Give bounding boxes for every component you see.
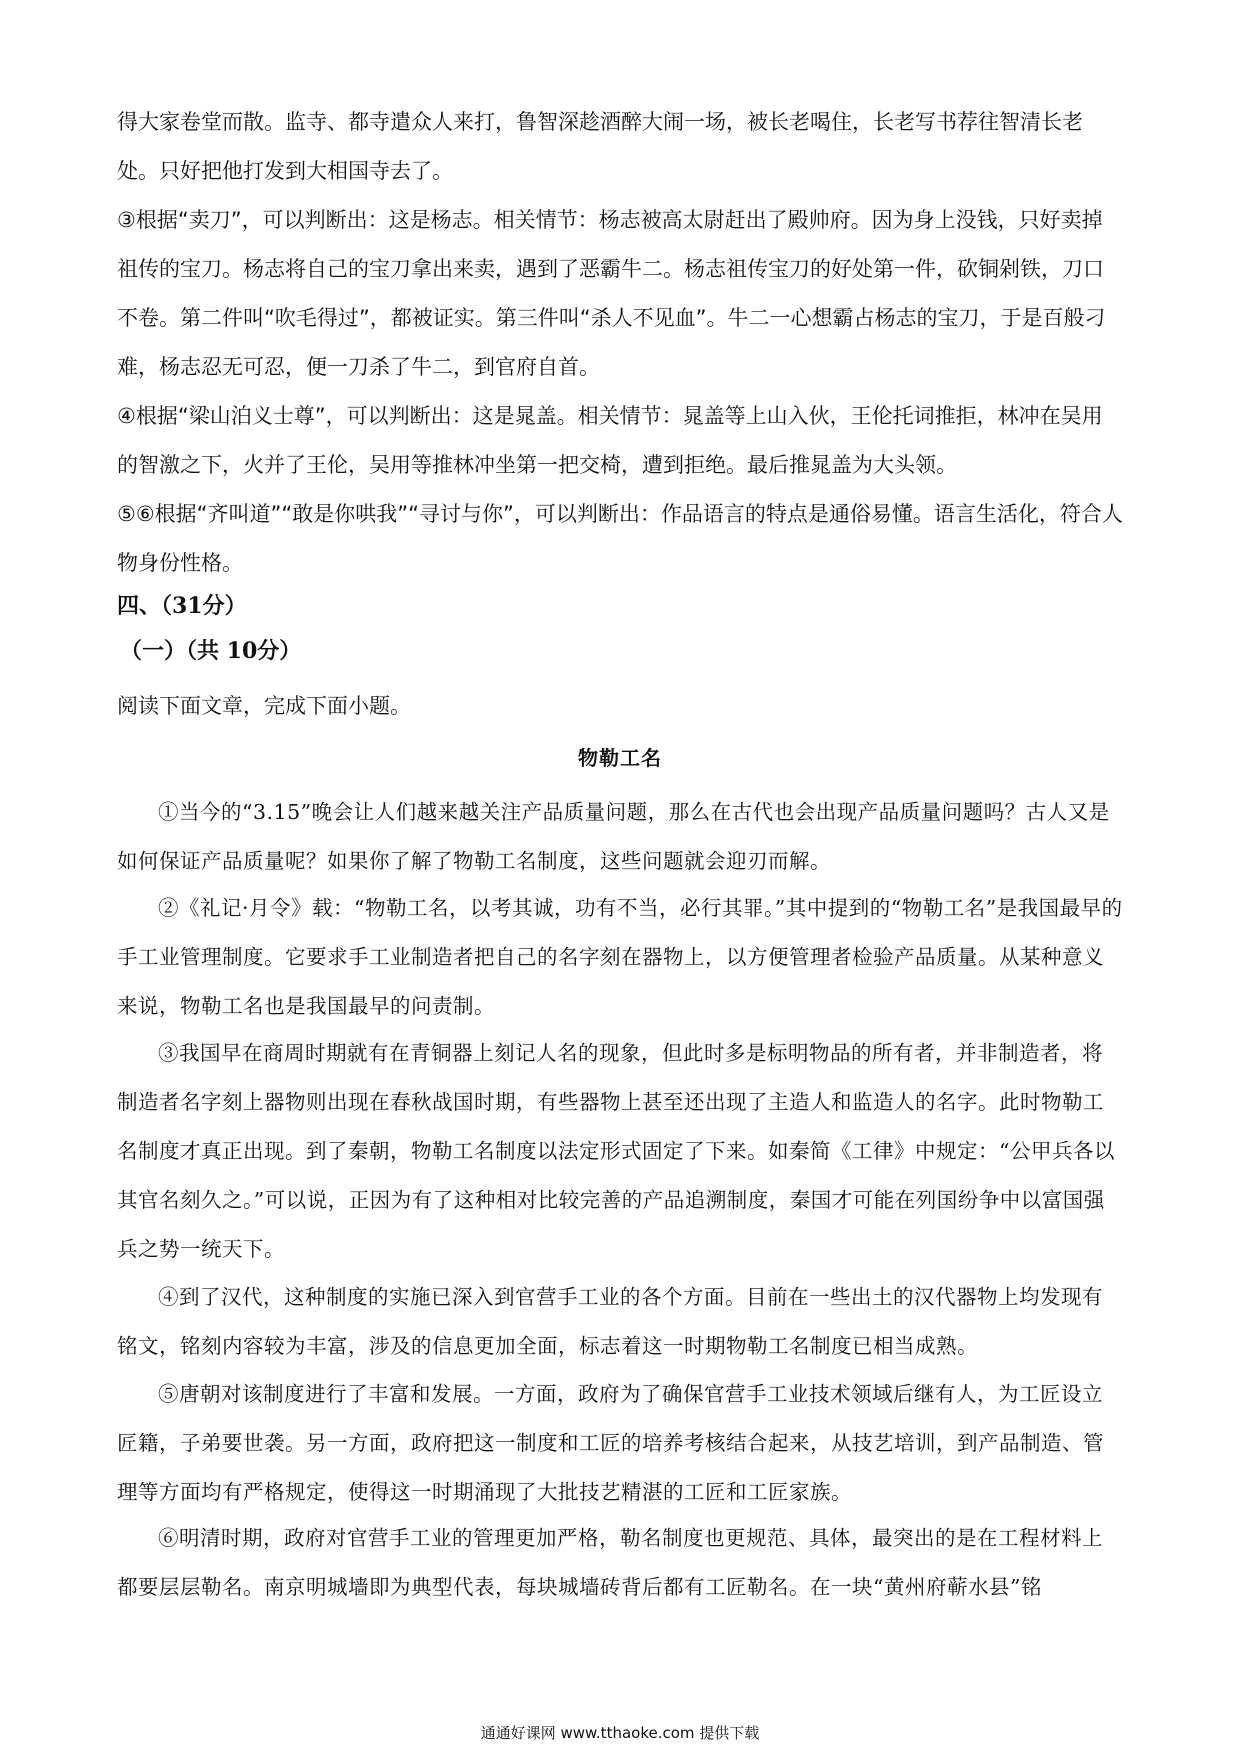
article-paragraph-2: ②《礼记·月令》载：“物勒工名，以考其诚，功有不当，必行其罪。”其中提到的“物勒工名”是我国最早的手工业管理制度。它要求手工业制造者把自己的名字刻在器物上，以方便管理者检验产品质量。从某种意义来说，物勒工名也是我国最早的问责制。 <box>117 896 1123 1018</box>
answer-paragraph-lu-zhishen: 得大家卷堂而散。监寺、都寺遣众人来打，鲁智深趁酒醉大闹一场，被长老喝住，长老写书荐往智清长老处。只好把他打发到大相国寺去了。 <box>117 110 1083 183</box>
article-title: 物勒工名 <box>578 746 662 770</box>
article-paragraph-4: ④到了汉代，这种制度的实施已深入到官营手工业的各个方面。目前在一些出土的汉代器物上均发现有铭文，铭刻内容较为丰富，涉及的信息更加全面，标志着这一时期物勒工名制度已相当成熟。 <box>117 1285 1103 1358</box>
article-paragraph-5: ⑤唐朝对该制度进行了丰富和发展。一方面，政府为了确保官营手工业技术领域后继有人，为工匠设立匠籍，子弟要世袭。另一方面，政府把这一制度和工匠的培养考核结合起来，从技艺培训，到产品制造、管理等方面均有严格规定，使得这一时期涌现了大批技艺精湛的工匠和工匠家族。 <box>117 1382 1104 1504</box>
article-paragraph-1: ①当今的“3.15”晚会让人们越来越关注产品质量问题，那么在古代也会出现产品质量问题吗？古人又是如何保证产品质量呢？如果你了解了物勒工名制度，这些问题就会迎刃而解。 <box>117 800 1110 873</box>
sub-section-heading: （一）（共 10分） <box>120 638 302 664</box>
answer-paragraph-yang-zhi: ③根据“卖刀”，可以判断出：这是杨志。相关情节：杨志被高太尉赶出了殿帅府。因为身上没钱，只好卖掉祖传的宝刀。杨志将自己的宝刀拿出来卖，遇到了恶霸牛二。杨志祖传宝刀的好处第一件，砍铜剁铁，刀口不卷。第二件叫“吹毛得过”，都被证实。第三件叫“杀人不见血”。牛二一心想霸占杨志的宝刀，于是百般刁难，杨志忍无可忍，便一刀杀了牛二，到官府自首。 <box>117 208 1106 379</box>
answer-paragraph-chao-gai: ④根据“梁山泊义士尊”，可以判断出：这是晁盖。相关情节：晁盖等上山入伙，王伦托词推拒，林冲在吴用的智激之下，火并了王伦，吴用等推林冲坐第一把交椅，遭到拒绝。最后推晁盖为大头领。 <box>117 404 1103 477</box>
article-paragraph-3: ③我国早在商周时期就有在青铜器上刻记人名的现象，但此时多是标明物品的所有者，并非制造者，将制造者名字刻上器物则出现在春秋战国时期，有些器物上甚至还出现了主造人和监造人的名字。此时物勒工名制度才真正出现。到了秦朝，物勒工名制度以法定形式固定了下来。如秦简《工律》中规定：“公甲兵各以其官名刻久之。”可以说，正因为有了这种相对比较完善的产品追溯制度，秦国才可能在列国纷争中以富国强兵之势一统天下。 <box>117 1041 1115 1261</box>
reading-instruction: 阅读下面文章，完成下面小题。 <box>117 694 411 718</box>
article-paragraph-6: ⑥明清时期，政府对官营手工业的管理更加严格，勒名制度也更规范、具体，最突出的是在工程材料上都要层层勒名。南京明城墙即为典型代表，每块城墙砖背后都有工匠勒名。在一块“黄州府蕲水县”铭 <box>117 1526 1103 1599</box>
answer-paragraph-language-style: ⑤⑥根据“齐叫道”“敢是你哄我”“寻讨与你”，可以判断出：作品语言的特点是通俗易懂。语言生活化，符合人物身份性格。 <box>117 502 1123 575</box>
section-heading: 四、（31分） <box>117 593 247 619</box>
page-footer: 通通好课网 www.tthaoke.com 提供下载 <box>480 1724 760 1742</box>
